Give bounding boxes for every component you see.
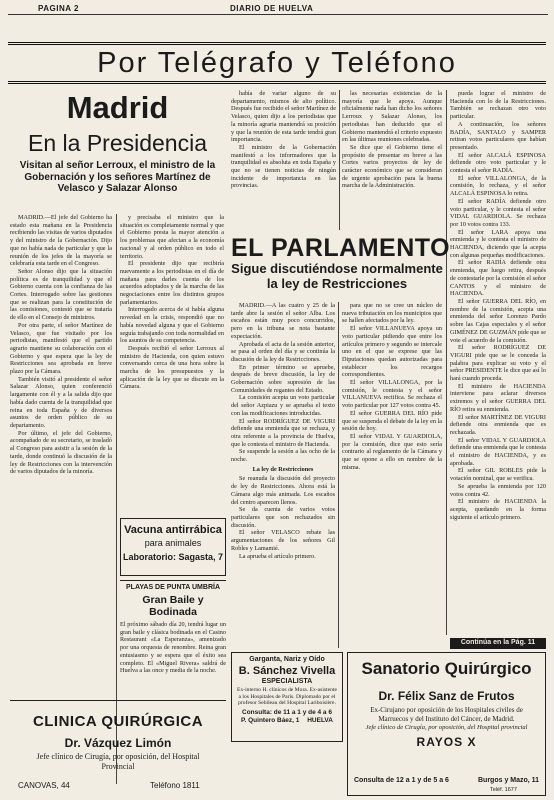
paragraph: También visitó al presidente el señor Salazar Alonso, quien conferenció largamente con él y a la salida dijo que había dado cuenta de la tranquilidad que reina en toda España y de diversos asuntos de orden público de su departamento.: [10, 375, 112, 429]
paragraph: Se reanuda la discusión del proyecto de ley de Restricciones. Ahora está la Cámara algo más animada. Los escaños del centro aparecen llenos.: [231, 475, 335, 506]
madrid-deck: Visitan al señor Lerroux, el ministro de la Gobernación y los señores Martínez de Velasco y Salazar Alonso: [19, 160, 216, 194]
paragraph: En primer término se apruebe, después de breve discusión, la ley de Gobernación sobre supresión de las Comunidades de regantes del Estado.: [231, 363, 335, 394]
column-rule: [446, 90, 447, 635]
paragraph: Por último, el jefe del Gobierno, acompañado de su secretario, se trasladó al Congreso para asistir a la sesión de la tarde, donde continuó la discusión de la ley de Restricciones con la intervención de varios diputados de la minoría.: [10, 429, 112, 476]
sanchez-name: B. Sánchez Vivella: [238, 665, 336, 677]
paragraph: para que no se cree un núcleo de nueva tributación en los municipios que se hallen afectados por la ley.: [342, 302, 442, 325]
paragraph: El ministro de HACIENDA interviene para aclarar diversos extremos y el señor GUERRA DEL RÍO retira su enmienda.: [450, 382, 546, 413]
sanatorio-phone: Teléf. 1677: [490, 787, 517, 793]
column-rule: [338, 302, 339, 648]
paragraph: Señor Alonso dijo que la situación política es de tranquilidad y que el Gobierno cuenta con la confianza de las Cortes. Interrogado sobre las gestiones que se realizan para la constitución de las comisiones, contestó que se trataría de ello en el Consejo de ministros.: [10, 267, 112, 322]
paragraph: había de variar alguno de su departamento, mismos de alto político. Después fue recibido el señor Martínez de Velasco, quien dijo a los periodistas que la minoría agraria mantendrá su posición y que la reunión de esta tarde tendrá gran importancia.: [231, 90, 336, 144]
paragraph: Por otra parte, el señor Martínez de Velasco, que fue visitado por los periodistas, manifestó que el partido agrario mantiene su colaboración con el Gobierno y que espera que la ley de Restricciones sea aprobada en breve plazo por la Cámara.: [10, 321, 112, 376]
clinica-title: CLINICA QUIRÚRGICA: [32, 713, 204, 730]
sanatorio-ad: [347, 652, 546, 796]
sanchez-city: HUELVA: [307, 716, 333, 724]
column-rule: [339, 90, 340, 230]
paragraph: El señor VILLANUEVA apoya un voto particular pidiendo que entre los artículos primero y segundo se intercale uno en el que se exprese que las Diputaciones quedan autorizadas para establecer los recargos correspondientes.: [342, 325, 442, 379]
paragraph: Después recibió el señor Lerroux al ministro de Hacienda, con quien estuvo conversando cerca de una hora sobre la marcha de los presupuestos y la aplicación de la ley que se discute en la Cámara.: [120, 344, 224, 391]
column-6: [231, 302, 335, 648]
sanchez-hours: Consulta: de 11 a 1 y de 4 a 6: [242, 708, 332, 716]
paragraph: El señor LARA apoya una enmienda y le contesta el ministro de HACIENDA, diciendo que la acepta con algunas pequeñas modificaciones.: [450, 228, 546, 259]
paragraph: El señor GUERRA DEL RÍO pide que se suspenda el debate de la ley en la sesión de hoy.: [342, 409, 442, 433]
vacuna-ad: [120, 518, 226, 576]
paragraph: Interrogado acerca de si había alguna novedad en la crisis, respondió que no había novedad alguna y que el Gobierno seguía trabajando con toda normalidad en los asuntos de su competencia.: [120, 306, 224, 345]
sanchez-role: ESPECIALISTA: [261, 678, 313, 685]
column-1: [10, 214, 112, 784]
paragraph: El señor VILLALONGA, por la comisión, le contesta y el señor VILLANUEVA rectifica. Se rechaza el voto particular por 127 votos contra 45.: [342, 379, 442, 410]
masthead-title: Por Telégrafo y Teléfono: [97, 47, 457, 79]
column-rule: [116, 214, 117, 784]
paragraph: El señor RADÍA defiende otra enmienda, que luego retira, después de contestarle por la comisión el señor CANTOS y el ministro de HACIENDA.: [450, 259, 546, 298]
paragraph: El señor VIDAL Y GUARDIOLA, por la comisión, dice que esto sería contrario al reglamento de la Cámara y que se opone a ello en nombre de la misma.: [342, 432, 442, 471]
playas-heading: PLAYAS DE PUNTA UMBRÍA: [126, 584, 220, 591]
sanatorio-hours: Consulta de 12 a 1 y de 5 a 6: [354, 777, 449, 784]
paragraph: El señor GIL ROBLES pide la votación nominal, que se verifica.: [450, 467, 546, 483]
sanchez-address-line: [232, 717, 342, 724]
vacuna-line-1: Vacuna antirrábica: [124, 524, 222, 536]
vacuna-line-2: para animales: [144, 538, 202, 548]
paragraph: Se suspende la sesión a las ocho de la noche.: [231, 448, 335, 464]
clinica-doctor: Dr. Vázquez Limón: [64, 736, 172, 750]
sanatorio-rayos: RAYOS X: [416, 735, 477, 749]
sanatorio-doctor: Dr. Félix Sanz de Frutos: [378, 689, 515, 703]
paragraph: El señor RADÍA defiende otro voto particular, y le contesta el señor VIDAL GUARDIOLA. Se rechaza por 10 votos contra 133.: [450, 197, 546, 228]
paragraph: A continuación, los señores BADÍA, SANTALO y SAMPER retiran votos particulares que habían presentado.: [450, 120, 546, 151]
paragraph: El señor VELASCO rebate las argumentaciones de los señores Gil Robles y Lamamié.: [231, 529, 335, 552]
paragraph: y precisaba el ministro que la situación es completamente normal y que el Gobierno presta la mayor atención a los problemas que afectan a la economía nacional y al orden público en todo el territorio.: [120, 214, 224, 260]
paragraph: El ministro de la Gobernación manifestó a los informadores que la tranquilidad es absoluta en toda España y que no se tienen noticias de ningún incidente de importancia en las provincias.: [231, 143, 336, 190]
sanchez-top: Garganta, Nariz y Oído: [249, 656, 325, 663]
paragraph: El presidente dijo que recibiría nuevamente a los periodistas en el día de mañana para darles cuenta de los acuerdos adoptados y de la marcha de las negociaciones entre los distintos grupos parlamentarios.: [120, 260, 224, 306]
clinica-phone: Teléfono 1811: [150, 781, 200, 790]
paragraph: La aprueba el artículo primero.: [239, 552, 316, 560]
paragraph: El señor VILLALONGA, de la comisión, lo rechaza, y el señor ALCALÁ ESPINOSA lo retira.: [450, 174, 546, 198]
paragraph: El señor GUERRA DEL RÍO, en nombre de la comisión, acepta una enmienda del señor Lorenzo Pardo sobre las Cajas especiales y el señor GIMÉNEZ DE GUZMÁN pide que se vote el acuerdo de la comisión.: [450, 297, 546, 344]
paragraph: pueda lograr el ministro de Hacienda con lo de la Restricciones. También se rechazan otro voto particular.: [450, 90, 546, 121]
playas-title: Gran Baile y Bodinada: [142, 594, 204, 618]
page-header: [8, 3, 548, 15]
madrid-title: Madrid: [66, 90, 169, 125]
paragraph: El ministro de HACIENDA la acepta, quedando en la forma siguiente el artículo primero.: [450, 498, 546, 521]
paragraph: Se aprueba la enmienda por 120 votos contra 42.: [450, 482, 546, 498]
section-masthead: [8, 42, 546, 84]
paragraph: Se dice que el Gobierno tiene el propósito de presentar en breve a las Cortes varios proyectos de ley de carácter económico que se consideran de urgente aprobación para la buena marcha de la Administración.: [342, 143, 442, 190]
column-5: [450, 90, 546, 635]
clinica-ad: [10, 700, 226, 796]
clinica-address: CANOVAS, 44: [18, 781, 70, 790]
paragraph: Se da cuenta de varios votos particulares que son rechazados sin discusión.: [231, 506, 335, 529]
playas-body: El próximo sábado día 20, tendrá lugar un gran baile y clásica bodinada en el Casino Restaurant «La Esperanza», amenizado por una orquesta de renombre. Reina gran entusiasmo y se espera que el éxito sea completo. El «Miguel Rivera» saldrá de Huelva a las once y media de la noche.: [120, 621, 226, 675]
parlamento-title: EL PARLAMENTO: [231, 234, 451, 262]
page-number: PAGINA 2: [38, 4, 79, 13]
sanatorio-title: Sanatorio Quirúrgico: [361, 659, 532, 678]
sanchez-address: P. Quintero Báez, 1: [241, 716, 300, 724]
paragraph: Aprobada el acta de la sesión anterior, se pasa al orden del día y se continúa la discusión de la ley de Restricciones.: [231, 340, 335, 363]
paragraph: El señor RODRÍGUEZ DE VIGURI pide que se le conceda la palabra para explicar su voto y el señor PRESIDENTE le dice que así lo hará cuando proceda.: [450, 344, 546, 383]
column-4: [342, 90, 442, 230]
paragraph: El señor RODRÍGUEZ DE VIGURI defiende una enmienda que se rechaza, y otra referente a la provincia de Huelva, que le contesta el ministro de Hacienda.: [231, 417, 335, 448]
paragraph: El señor VIDAL Y GUARDIOLA defiende una enmienda que le contesta el ministro de HACIENDA, y es aprobada.: [450, 436, 546, 467]
column-2: [120, 214, 224, 514]
column-3: [231, 90, 336, 230]
column-7: [342, 302, 442, 648]
sanatorio-desc: Ex-Cirujano por oposición de los Hospitales civiles de Marruecos y del Instituto del Cáncer, de Madrid.: [370, 706, 523, 723]
paragraph: El señor MARTÍNEZ DE VIGURI defiende otra enmienda que es rechazada.: [450, 413, 546, 436]
paragraph: MADRID.—A las cuatro y 25 de la tarde abre la sesión el señor Alba. Los escaños están muy poco concurridos, pero en la tribuna se nota bastante expectación.: [231, 302, 335, 340]
paragraph: La comisión acepta un voto particular del señor Azpiazu y se aprueba el texto con las modificaciones introducidas.: [231, 394, 335, 417]
vacuna-line-3: Laboratorio: Sagasta, 7: [122, 552, 224, 562]
continued-banner: Continúa en la Pág. 11: [450, 638, 546, 649]
section-heading: La ley de Restricciones: [252, 465, 314, 473]
playas-ad: [120, 580, 226, 696]
sanatorio-desc-2: Jefe clínico de Cirugía, por oposición, del Hospital provincial: [365, 724, 528, 731]
parlamento-deck: Sigue discutiéndose normalmente la ley de Restricciones: [231, 261, 443, 291]
paragraph: las necesarias existencias de la mayoría que le apoya. Aunque oficialmente nada han dicho los señores Lerroux y Salazar Alonso, los periodistas han deducido que el Gobierno mantendrá el criterio expuesto en las últimas reuniones celebradas.: [342, 90, 442, 144]
clinica-desc: Jefe clínico de Cirugía, por oposición, del Hospital Provincial: [36, 752, 200, 771]
newspaper-name: DIARIO DE HUELVA: [230, 4, 314, 13]
madrid-subtitle: En la Presidencia: [28, 130, 207, 156]
sanatorio-address: Burgos y Mazo, 11: [478, 777, 540, 784]
sanchez-desc: Ex-interno H. clínicos de Mora. Ex-asistente a los Hospitales de París. Diplomado por el profesor Sebileau del Hospital Lariboisière.: [237, 687, 337, 707]
sanchez-ad: [231, 652, 343, 742]
paragraph: El señor ALCALÁ ESPINOSA defiende otro voto particular y le contesta el señor RADÍA.: [450, 151, 546, 175]
paragraph: MADRID.—El jefe del Gobierno ha estado esta mañana en la Presidencia recibiendo las visitas de varios diputados y del ministro de la Gobernación. Dijo que no había nada de particular y que la reunión de los jefes de la mayoría se celebraría esta tarde en el Congreso.: [10, 214, 112, 268]
